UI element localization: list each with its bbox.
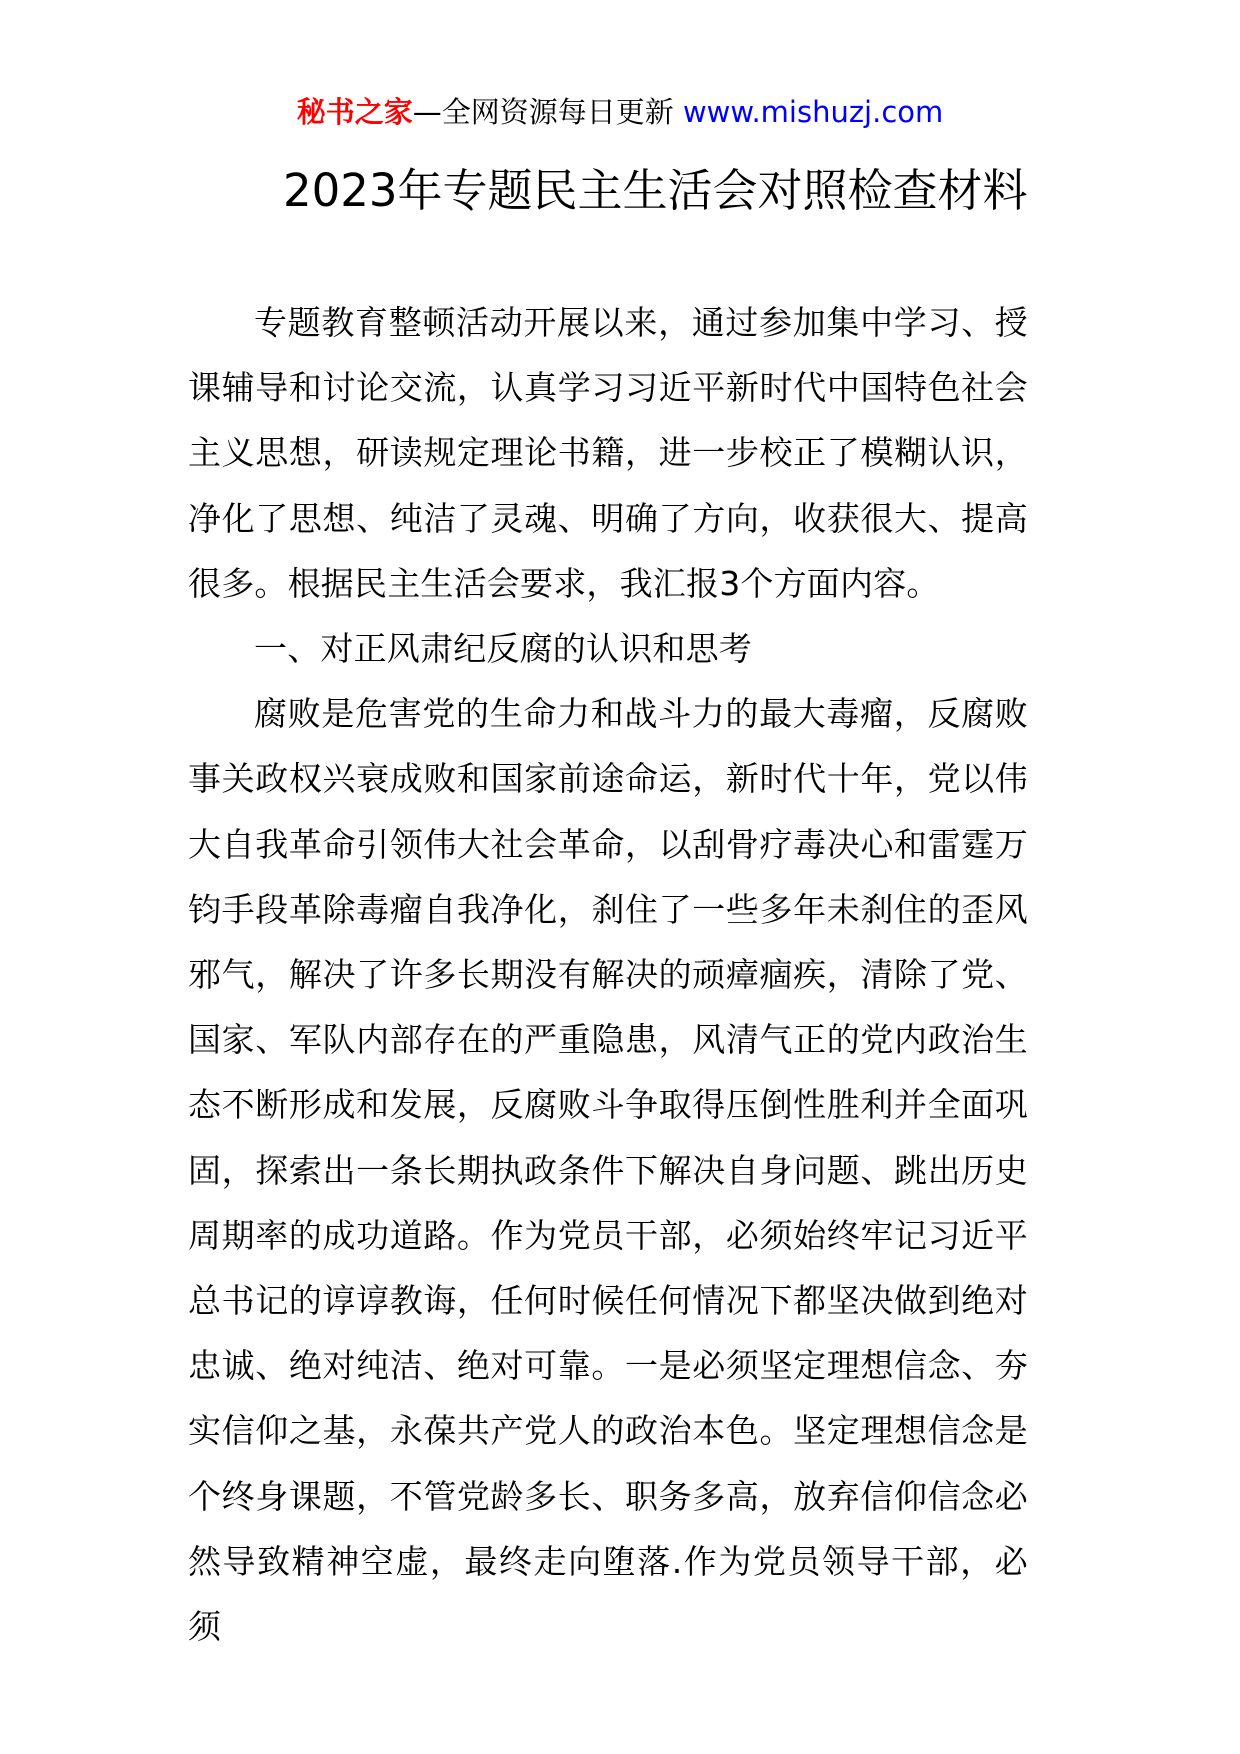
paragraph-intro: 专题教育整顿活动开展以来，通过参加集中学习、授课辅导和讨论交流，认真学习习近平新时代中国特色社会主义思想，研读规定理论书籍，进一步校正了模糊认识，净化了思想、纯洁了灵魂、明确了方向，收获很大、提高很多。根据民主生活会要求，我汇报3个方面内容。 — [188, 303, 1028, 603]
section-heading-1: 一、对正风肃纪反腐的认识和思考 — [254, 629, 752, 669]
brand-url[interactable]: www.mishuzj.com — [682, 95, 944, 129]
brand-tagline: —全网资源每日更新 — [412, 95, 674, 129]
brand-name: 秘书之家 — [296, 95, 413, 129]
paragraph-section-1: 腐败是危害党的生命力和战斗力的最大毒瘤，反腐败事关政权兴衰成败和国家前途命运，新时代十年，党以伟大自我革命引领伟大社会革命，以刮骨疗毒决心和雷霆万钧手段革除毒瘤自我净化，刹住了一些多年未刹住的歪风邪气，解决了许多长期没有解决的顽瘴痼疾，清除了党、国家、军队内部存在的严重隐患，风清气正的党内政治生态不断形成和发展，反腐败斗争取得压倒性胜利并全面巩固，探索出一条长期执政条件下解决自身问题、跳出历史周期率的成功道路。作为党员干部，必须始终牢记习近平总书记的谆谆教诲，任何时候任何情况下都坚决做到绝对忠诚、绝对纯洁、绝对可靠。一是必须坚定理想信念、夯实信仰之基，永葆共产党人的政治本色。坚定理想信念是个终身课题，不管党龄多长、职务多高，放弃信仰信念必然导致精神空虚，最终走向堕落.作为党员领导干部，必须 — [188, 694, 1028, 1647]
document-title: 2023年专题民主生活会对照检查材料 — [283, 164, 1028, 217]
document-body — [188, 290, 1028, 1659]
watermark-header — [0, 92, 1240, 132]
